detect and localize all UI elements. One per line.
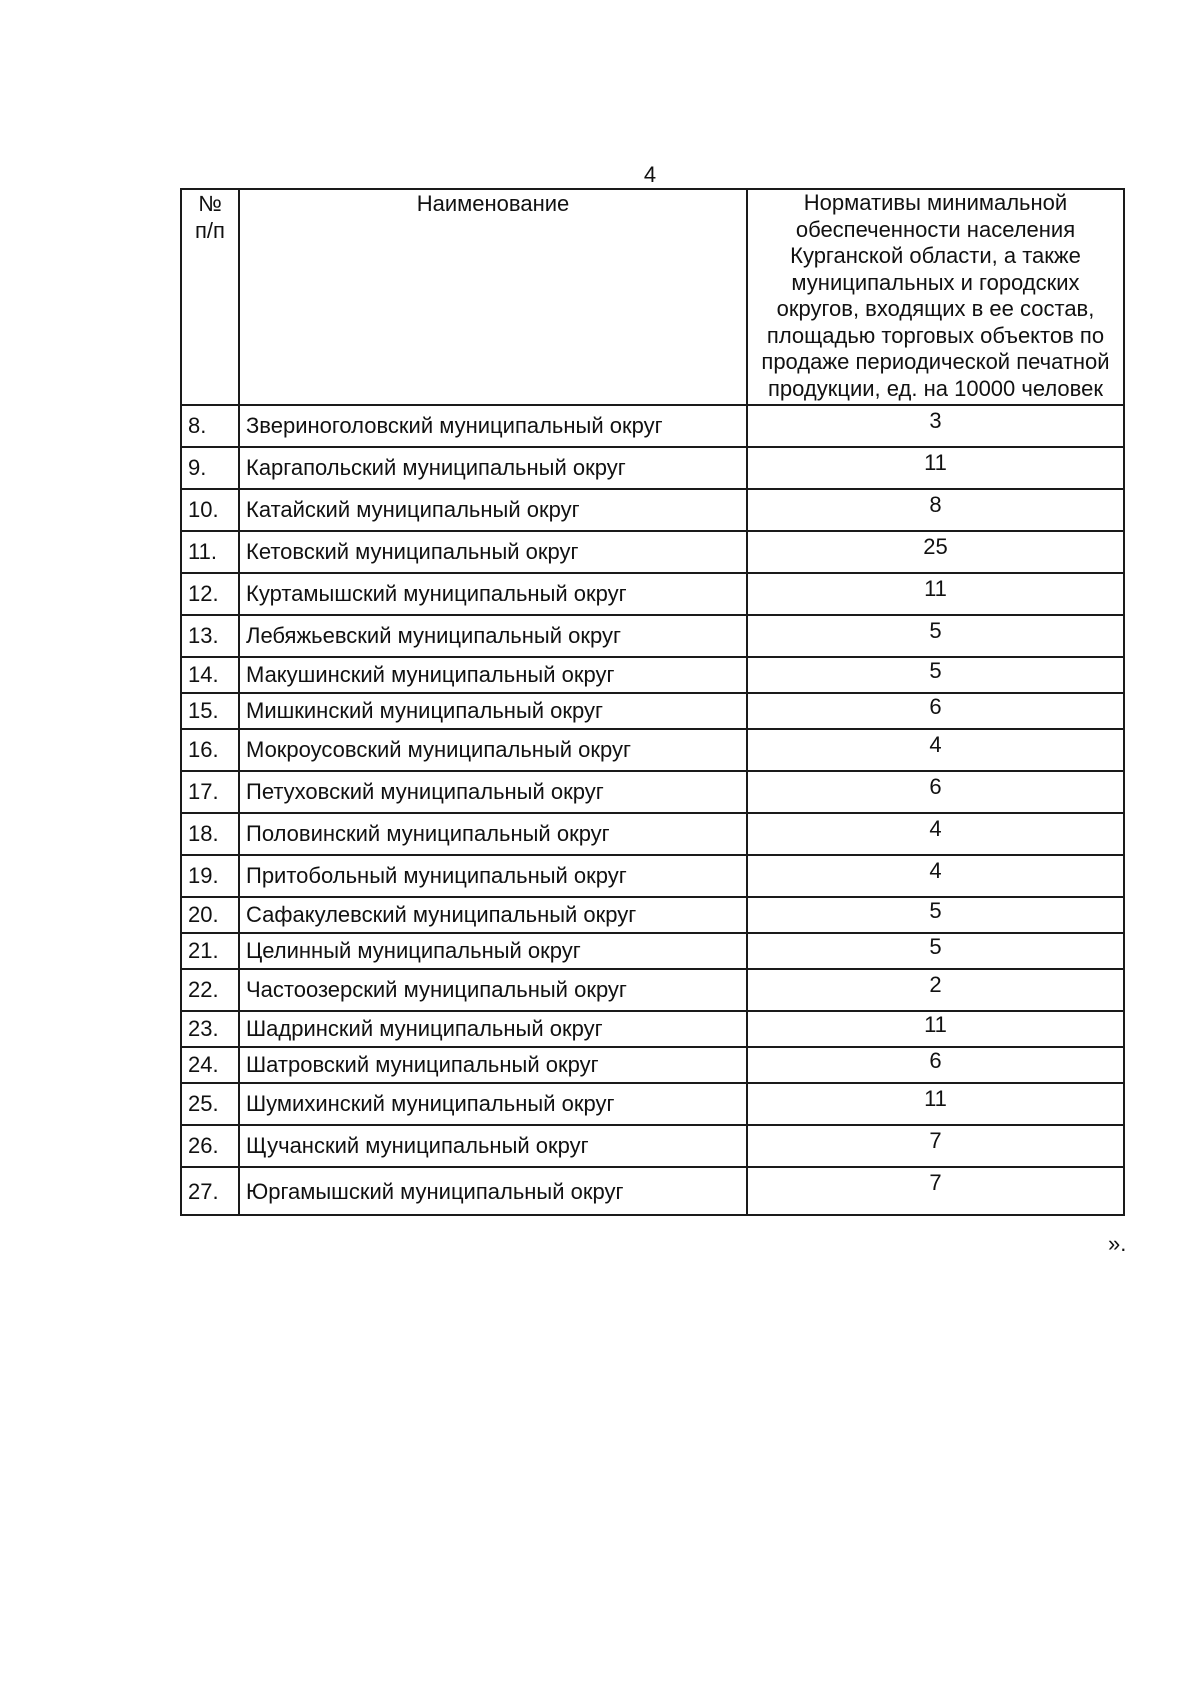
row-name: Частоозерский муниципальный округ	[239, 969, 747, 1011]
table-row	[181, 969, 1124, 1011]
row-value: 4	[747, 855, 1124, 897]
row-number: 23.	[181, 1011, 239, 1047]
table-row	[181, 657, 1124, 693]
table-body	[181, 405, 1124, 1215]
row-name: Юргамышский муниципальный округ	[239, 1167, 747, 1215]
table-row	[181, 1047, 1124, 1083]
row-name: Щучанский муниципальный округ	[239, 1125, 747, 1167]
row-value: 5	[747, 933, 1124, 969]
row-name: Половинский муниципальный округ	[239, 813, 747, 855]
table-row	[181, 693, 1124, 729]
table-header	[181, 189, 1124, 405]
row-name: Катайский муниципальный округ	[239, 489, 747, 531]
row-value: 5	[747, 897, 1124, 933]
row-value: 7	[747, 1167, 1124, 1215]
row-number: 22.	[181, 969, 239, 1011]
row-value: 11	[747, 1083, 1124, 1125]
table-row	[181, 933, 1124, 969]
row-number: 18.	[181, 813, 239, 855]
row-value: 5	[747, 657, 1124, 693]
header-row	[181, 189, 1124, 405]
table-row	[181, 1083, 1124, 1125]
table-row	[181, 813, 1124, 855]
row-value: 4	[747, 729, 1124, 771]
row-number: 14.	[181, 657, 239, 693]
row-number: 15.	[181, 693, 239, 729]
table-row	[181, 1011, 1124, 1047]
row-value: 6	[747, 771, 1124, 813]
row-number: 20.	[181, 897, 239, 933]
table-row	[181, 729, 1124, 771]
row-number: 8.	[181, 405, 239, 447]
row-value: 11	[747, 573, 1124, 615]
table-row	[181, 405, 1124, 447]
norms-table	[180, 188, 1125, 1216]
table-row	[181, 489, 1124, 531]
table-row	[181, 573, 1124, 615]
row-value: 25	[747, 531, 1124, 573]
table-row	[181, 855, 1124, 897]
row-number: 27.	[181, 1167, 239, 1215]
row-value: 6	[747, 693, 1124, 729]
closing-quote-mark: ».	[1108, 1231, 1127, 1256]
row-name: Лебяжьевский муниципальный округ	[239, 615, 747, 657]
row-value: 11	[747, 447, 1124, 489]
page-number: 4	[643, 162, 657, 187]
row-value: 6	[747, 1047, 1124, 1083]
row-value: 4	[747, 813, 1124, 855]
row-number: 19.	[181, 855, 239, 897]
table-row	[181, 1167, 1124, 1215]
row-value: 8	[747, 489, 1124, 531]
row-number: 9.	[181, 447, 239, 489]
table-row	[181, 1125, 1124, 1167]
row-name: Целинный муниципальный округ	[239, 933, 747, 969]
header-name-label: Наименование	[416, 191, 570, 216]
row-value: 2	[747, 969, 1124, 1011]
row-value: 3	[747, 405, 1124, 447]
table-row	[181, 897, 1124, 933]
row-name: Сафакулевский муниципальный округ	[239, 897, 747, 933]
row-number: 12.	[181, 573, 239, 615]
row-value: 7	[747, 1125, 1124, 1167]
row-number: 11.	[181, 531, 239, 573]
row-number: 26.	[181, 1125, 239, 1167]
row-number: 13.	[181, 615, 239, 657]
row-name: Шатровский муниципальный округ	[239, 1047, 747, 1083]
row-number: 17.	[181, 771, 239, 813]
row-name: Макушинский муниципальный округ	[239, 657, 747, 693]
row-name: Петуховский муниципальный округ	[239, 771, 747, 813]
table-row	[181, 615, 1124, 657]
header-value	[747, 189, 1124, 405]
table-row	[181, 771, 1124, 813]
row-name: Шумихинский муниципальный округ	[239, 1083, 747, 1125]
row-number: 16.	[181, 729, 239, 771]
row-value: 5	[747, 615, 1124, 657]
row-number: 10.	[181, 489, 239, 531]
row-name: Шадринский муниципальный округ	[239, 1011, 747, 1047]
row-name: Звериноголовский муниципальный округ	[239, 405, 747, 447]
header-value-label: Нормативы минимальной обеспеченности населения Курганской области, а также муниципальных и городских округов, входящих в ее состав, площадью торговых объектов по продаже периодической печатной продукции, ед. на 10000 человек	[761, 190, 1110, 401]
row-name: Мишкинский муниципальный округ	[239, 693, 747, 729]
row-name: Кетовский муниципальный округ	[239, 531, 747, 573]
row-number: 24.	[181, 1047, 239, 1083]
row-name: Каргапольский муниципальный округ	[239, 447, 747, 489]
table-row	[181, 447, 1124, 489]
row-name: Притобольный муниципальный округ	[239, 855, 747, 897]
row-number: 25.	[181, 1083, 239, 1125]
header-number-label: № п/п	[195, 191, 225, 243]
header-number	[181, 189, 239, 405]
row-value: 11	[747, 1011, 1124, 1047]
row-name: Мокроусовский муниципальный округ	[239, 729, 747, 771]
table-row	[181, 531, 1124, 573]
row-name: Куртамышский муниципальный округ	[239, 573, 747, 615]
row-number: 21.	[181, 933, 239, 969]
header-name	[239, 189, 747, 405]
